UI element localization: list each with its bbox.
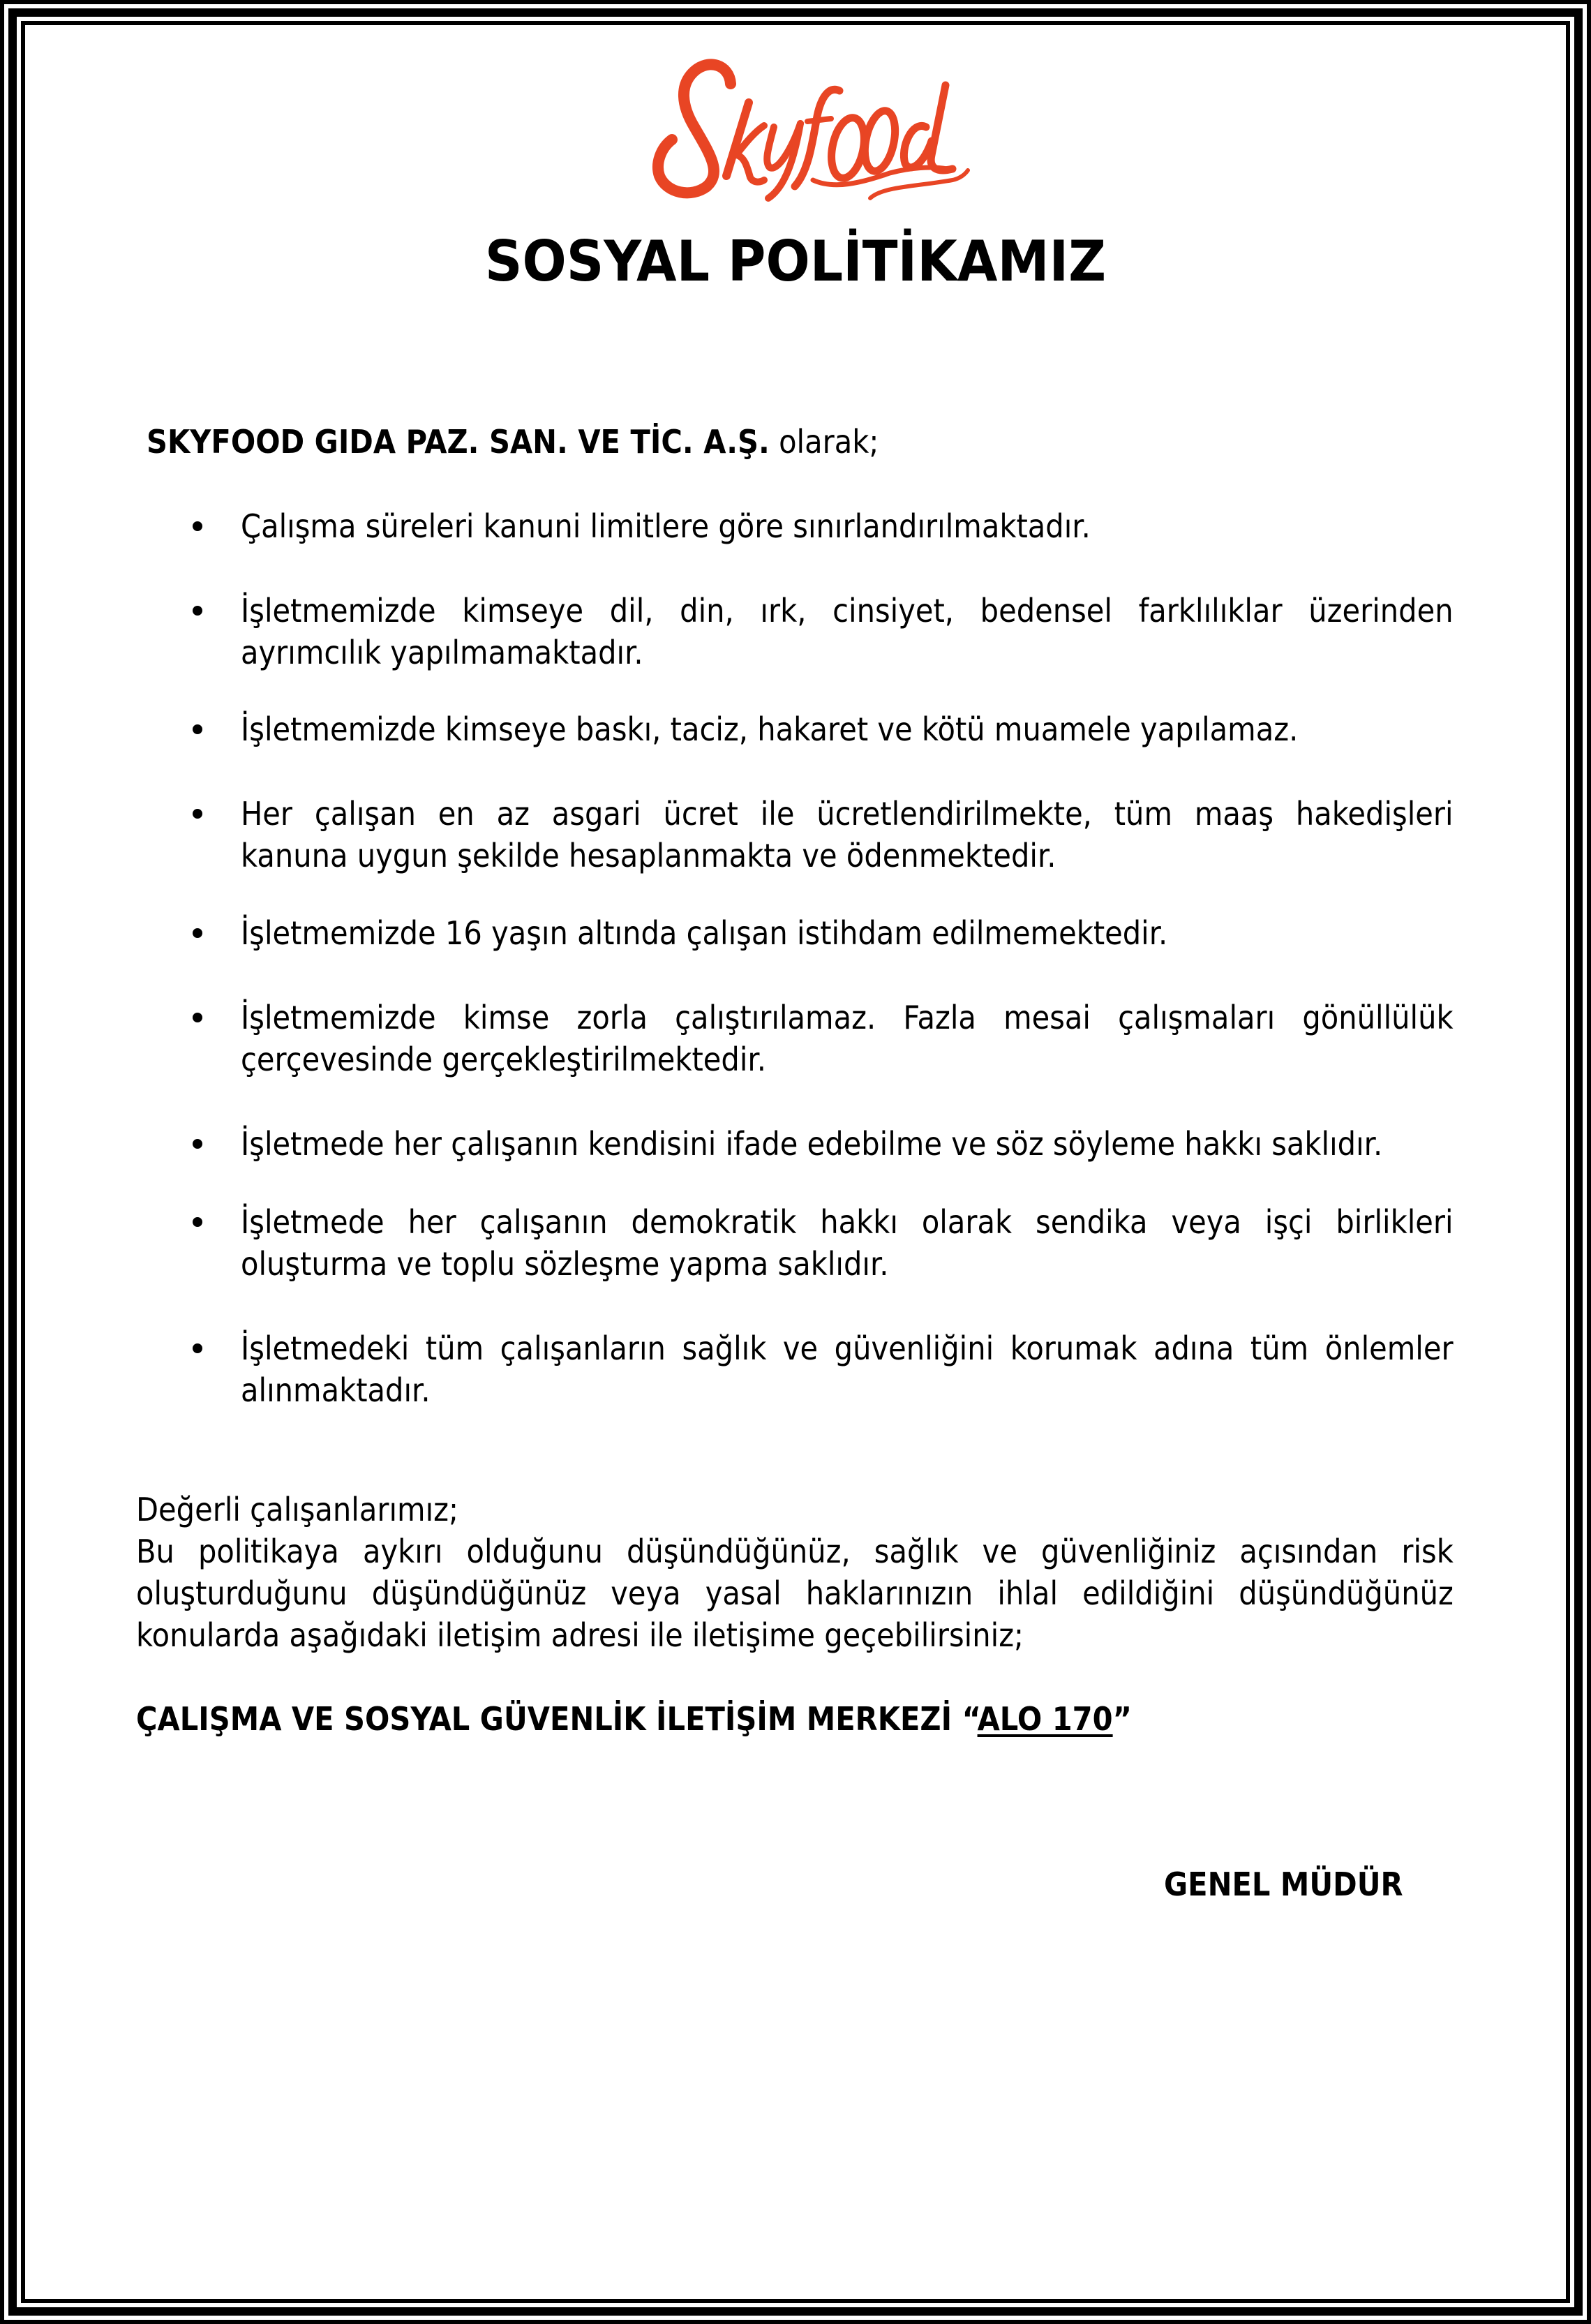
policy-line: çerçevesinde gerçekleştirilmektedir. [241, 1041, 766, 1078]
bullet-icon [193, 606, 202, 616]
policy-line: İşletmemizde kimseye baskı, taciz, hakaret ve kötü muamele yapılamaz. [241, 710, 1299, 748]
company-name: SKYFOOD GIDA PAZ. SAN. VE TİC. A.Ş. [147, 423, 770, 461]
closing-line: konularda aşağıdaki iletişim adresi ile iletişime geçebilirsiniz; [136, 1616, 1024, 1654]
hotline-line [136, 1698, 1132, 1740]
policy-line: alınmaktadır. [241, 1371, 431, 1409]
closing-greeting: Değerli çalışanlarımız; [136, 1491, 459, 1528]
bullet-icon [193, 809, 202, 819]
open-quote: “ [962, 1700, 978, 1738]
bullet-icon [193, 724, 202, 734]
bullet-icon [193, 928, 202, 938]
signature-title: GENEL MÜDÜR [1164, 1865, 1403, 1903]
policy-line: İşletmemizde 16 yaşın altında çalışan istihdam edilmemektedir. [241, 914, 1168, 952]
policy-line: İşletmede her çalışanın kendisini ifade edebilme ve söz söyleme hakkı saklıdır. [241, 1125, 1383, 1163]
policy-line: kanuna uygun şekilde hesaplanmakta ve ödenmektedir. [241, 837, 1056, 874]
policy-line: İşletmedeki tüm çalışanların sağlık ve güvenliğini korumak adına tüm önlemler [241, 1329, 1454, 1367]
policy-line: İşletmemizde kimse zorla çalıştırılamaz. Fazla mesai çalışmaları gönüllülük [241, 999, 1454, 1036]
closing-line: oluşturduğunu düşündüğünüz veya yasal haklarınızın ihlal edildiğini düşündüğünüz [136, 1574, 1454, 1612]
bullet-icon [193, 521, 202, 531]
policy-line: Her çalışan en az asgari ücret ile ücretlendirilmekte, tüm maaş hakedişleri [241, 795, 1454, 833]
policy-line: Çalışma süreleri kanuni limitlere göre sınırlandırılmaktadır. [241, 507, 1091, 545]
intro-suffix: olarak; [769, 423, 879, 461]
skyfood-logo [625, 43, 973, 204]
bullet-icon [193, 1139, 202, 1149]
close-quote: ” [1112, 1700, 1132, 1738]
intro-line [147, 421, 879, 463]
bullet-icon [193, 1343, 202, 1353]
policy-line: ayrımcılık yapılmamaktadır. [241, 634, 643, 671]
page-title: SOSYAL POLİTİKAMIZ [484, 229, 1107, 294]
bullet-icon [193, 1217, 202, 1227]
bullet-icon [193, 1013, 202, 1022]
closing-paragraph [136, 1489, 1454, 1656]
closing-line: Bu politikaya aykırı olduğunu düşündüğünüz, sağlık ve güvenliğiniz açısından risk [136, 1533, 1454, 1570]
policy-line: İşletmemizde kimseye dil, din, ırk, cinsiyet, bedensel farklılıklar üzerinden [241, 592, 1454, 630]
policy-line: oluşturma ve toplu sözleşme yapma saklıdır. [241, 1245, 889, 1283]
hotline-number: ALO 170 [977, 1700, 1113, 1738]
policy-line: İşletmede her çalışanın demokratik hakkı olarak sendika veya işçi birlikleri [241, 1203, 1454, 1241]
hotline-label: ÇALIŞMA VE SOSYAL GÜVENLİK İLETİŞİM MERKEZİ [136, 1700, 962, 1738]
